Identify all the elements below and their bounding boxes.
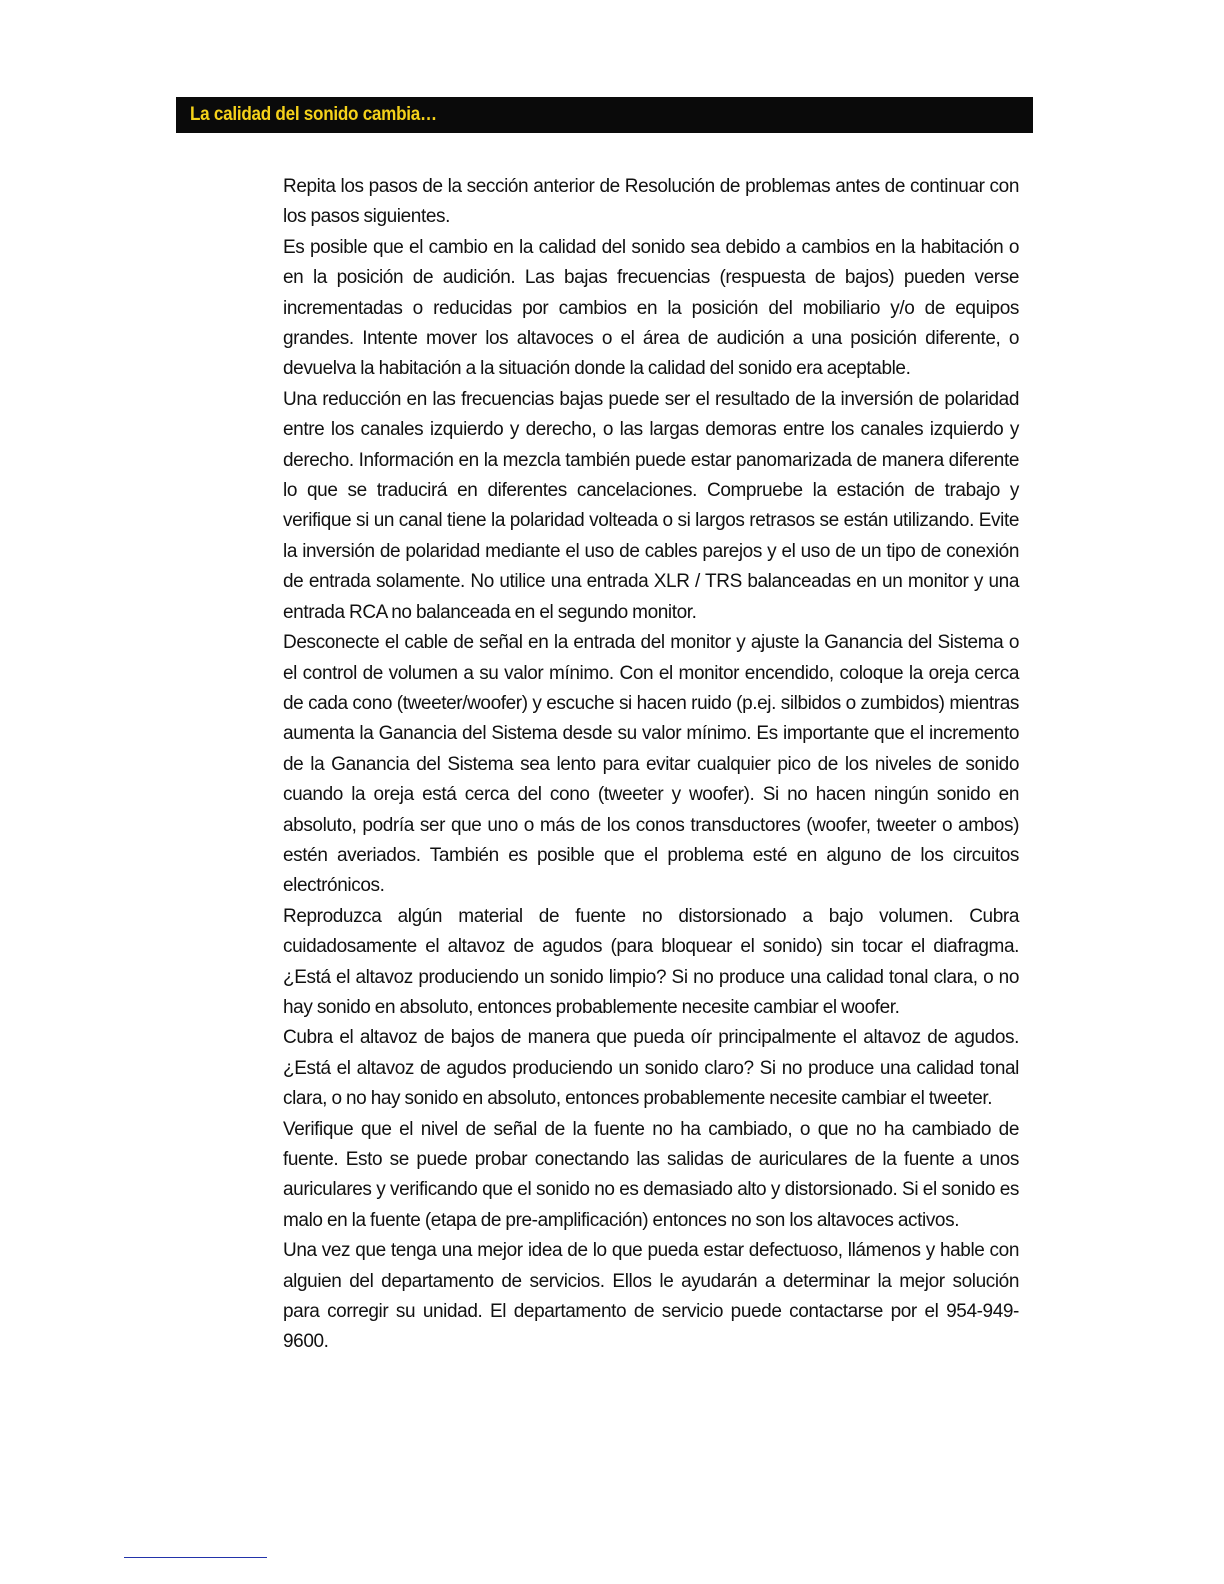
paragraph-disconnect-cable: Desconecte el cable de señal en la entrada del monitor y ajuste la Ganancia del Sistema o el control de volumen a su valor mínimo. Con el monitor encendido, coloque la oreja cerca de cada cono (tweeter/woofer) y escuche si hacen ruido (p.ej. silbidos o zumbidos) mientras aumenta la Ganancia del Sistema desde su valor mínimo. Es importante que el incremento de la Ganancia del Sistema sea lento para evitar cualquier pico de los niveles de sonido cuando la oreja está cerca del cono (tweeter y woofer). Si no hacen ningún sonido en absoluto, podría ser que uno o más de los conos transductores (woofer, tweeter o ambos) estén averiados. También es posible que el problema esté en alguno de los circuitos electrónicos. — [283, 632, 1019, 897]
paragraph-cover-woofer: Cubra el altavoz de bajos de manera que pueda oír principalmente el altavoz de agudos. ¿Está el altavoz de agudos produciendo un sonido claro? Si no produce una calidad tonal clara, o no hay sonido en absoluto, entonces probablemente necesite cambiar el tweeter. — [283, 1027, 1019, 1110]
paragraph-contact-service: Una vez que tenga una mejor idea de lo que pueda estar defectuoso, llámenos y hable con alguien del departamento de servicios. Ellos le ayudarán a determinar la mejor solución para corregir su unidad. El departamento de servicio puede contactarse por el 954-949-9600. — [283, 1240, 1019, 1353]
paragraph-source-level: Verifique que el nivel de señal de la fuente no ha cambiado, o que no ha cambiado de fuente. Esto se puede probar conectando las salidas de auriculares de la fuente a unos auriculares y verificando que el sonido no es demasiado alto y distorsionado. Si el sonido es malo en la fuente (etapa de pre-amplificación) entonces no son los altavoces activos. — [283, 1118, 1019, 1231]
paragraph-cover-tweeter: Reproduzca algún material de fuente no distorsionado a bajo volumen. Cubra cuidadosamente el altavoz de agudos (para bloquear el sonido) sin tocar el diafragma. ¿Está el altavoz produciendo un sonido limpio? Si no produce una calidad tonal clara, o no hay sonido en absoluto, entonces probablemente necesite cambiar el woofer. — [283, 905, 1019, 1018]
section-header-bar — [176, 97, 1033, 133]
body-text — [283, 172, 1019, 1358]
section-title: La calidad del sonido cambia… — [190, 104, 437, 125]
paragraph-polarity: Una reducción en las frecuencias bajas puede ser el resultado de la inversión de polaridad entre los canales izquierdo y derecho, o las largas demoras entre los canales izquierdo y derecho. Información en la mezcla también puede estar panomarizada de manera diferente lo que se traducirá en diferentes cancelaciones. Compruebe la estación de trabajo y verifique si un canal tiene la polaridad volteada o si largos retrasos se están utilizando. Evite la inversión de polaridad mediante el uso de cables parejos y el uso de un tipo de conexión de entrada solamente. No utilice una entrada XLR / TRS balanceadas en un monitor y una entrada RCA no balanceada en el segundo monitor. — [283, 388, 1019, 623]
footnote-divider — [124, 1557, 267, 1558]
paragraph-room-changes: Es posible que el cambio en la calidad del sonido sea debido a cambios en la habitación o en la posición de audición. Las bajas frecuencias (respuesta de bajos) pueden verse incrementadas o reducidas por cambios en la posición del mobiliario y/o de equipos grandes. Intente mover los altavoces o el área de audición a una posición diferente, o devuelva la habitación a la situación donde la calidad del sonido era aceptable. — [283, 236, 1019, 380]
paragraph-repeat-steps: Repita los pasos de la sección anterior de Resolución de problemas antes de continuar con los pasos siguientes. — [283, 176, 1019, 228]
